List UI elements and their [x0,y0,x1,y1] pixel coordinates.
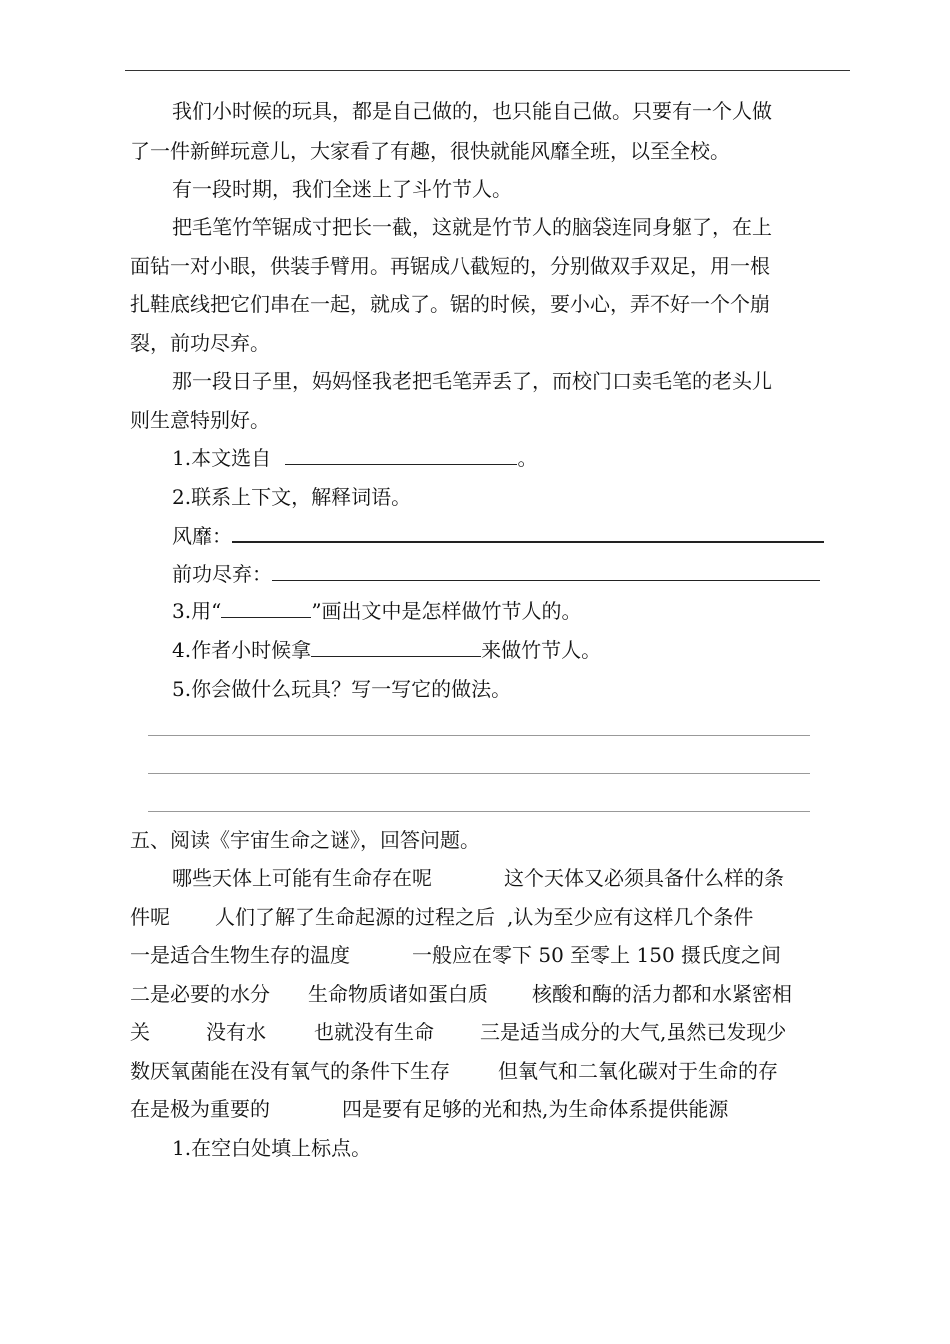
question-1-text: 1.本文选自 [172,446,272,470]
passage-line: 我们小时候的玩具，都是自己做的，也只能自己做。只要有一个人做 [172,99,772,123]
passage-line: 有一段时期，我们全迷上了斗竹节人。 [172,177,512,201]
header-rule [125,70,850,71]
term-fengmi-label: 风靡： [172,524,232,548]
passage-line: 把毛笔竹竿锯成寸把长一截，这就是竹节人的脑袋连同身躯了，在上 [172,215,772,239]
section-5-question-1: 1.在空白处填上标点。 [172,1136,372,1160]
term-fengmi [172,521,892,550]
text-segment: 一是适合生物生存的温度 [130,943,350,967]
passage-line: 那一段日子里，妈妈怪我老把毛笔弄丢了，而校门口卖毛笔的老头儿 [172,369,772,393]
question-3-suffix: ”画出文中是怎样做竹节人的。 [311,599,582,623]
answer-blank-source[interactable] [285,444,517,465]
passage2-line [130,1057,850,1085]
text-segment: 四是要有足够的光和热,为生命体系提供能源 [342,1097,729,1121]
text-segment: 没有水 [206,1020,266,1044]
passage-line: 面钻一对小眼，供装手臂用。再锯成八截短的，分别做双手双足，用一根 [130,254,770,278]
text-segment: 生命物质诸如蛋白质 [308,982,488,1006]
question-2: 2.联系上下文，解释词语。 [172,485,412,509]
text-segment: ,认为至少应有这样几个条件 [507,905,754,929]
passage2-line [130,980,850,1008]
text-segment: 关 [130,1020,150,1044]
text-segment: 这个天体又必须具备什么样的条 [504,866,784,890]
section-5-heading: 五、阅读《宇宙生命之谜》，回答问题。 [130,828,480,852]
answer-line[interactable] [148,773,810,774]
text-segment: 在是极为重要的 [130,1097,270,1121]
answer-line-fengmi[interactable] [232,521,824,543]
question-1 [172,444,892,472]
text-segment: 一般应在零下 50 至零上 150 摄氏度之间 [412,943,782,967]
text-segment: 哪些天体上可能有生命存在呢 [172,866,432,890]
question-1-suffix: 。 [517,446,538,470]
answer-blank-material[interactable] [311,636,481,657]
passage2-line [172,864,892,892]
text-segment: 也就没有生命 [314,1020,434,1044]
term-qiangongjinqi [172,560,892,588]
passage2-line [130,903,850,931]
question-5: 5.你会做什么玩具？写一写它的做法。 [172,677,512,701]
question-4-prefix: 4.作者小时候拿 [172,638,312,662]
passage2-line [130,941,850,969]
text-segment: 核酸和酶的活力都和水紧密相 [532,982,792,1006]
text-segment: 数厌氧菌能在没有氧气的条件下生存 [130,1059,450,1083]
text-segment: 但氧气和二氧化碳对于生命的存 [498,1059,778,1083]
answer-line[interactable] [148,811,810,812]
question-3-prefix: 3.用“ [172,599,222,623]
passage-line: 了一件新鲜玩意儿，大家看了有趣，很快就能风靡全班，以至全校。 [130,139,730,163]
text-segment: 二是必要的水分 [130,982,270,1006]
text-segment: 件呢 [130,905,170,929]
passage-line: 裂，前功尽弃。 [130,331,270,355]
question-4-suffix: 来做竹节人。 [481,638,602,662]
text-segment: 三是适当成分的大气,虽然已发现少 [480,1020,787,1044]
answer-line-qiangongjinqi[interactable] [272,560,820,581]
passage-line: 扎鞋底线把它们串在一起，就成了。锯的时候，要小心，弄不好一个个崩 [130,292,770,316]
underline-sample [221,597,311,618]
passage-line: 则生意特别好。 [130,408,270,432]
question-3 [172,597,892,625]
text-segment: 人们了解了生命起源的过程之后 [215,905,495,929]
question-4 [172,636,892,664]
passage2-line [130,1095,850,1123]
passage2-line [130,1018,850,1046]
term-qiangongjinqi-label: 前功尽弃： [172,562,272,586]
answer-line[interactable] [148,735,810,736]
